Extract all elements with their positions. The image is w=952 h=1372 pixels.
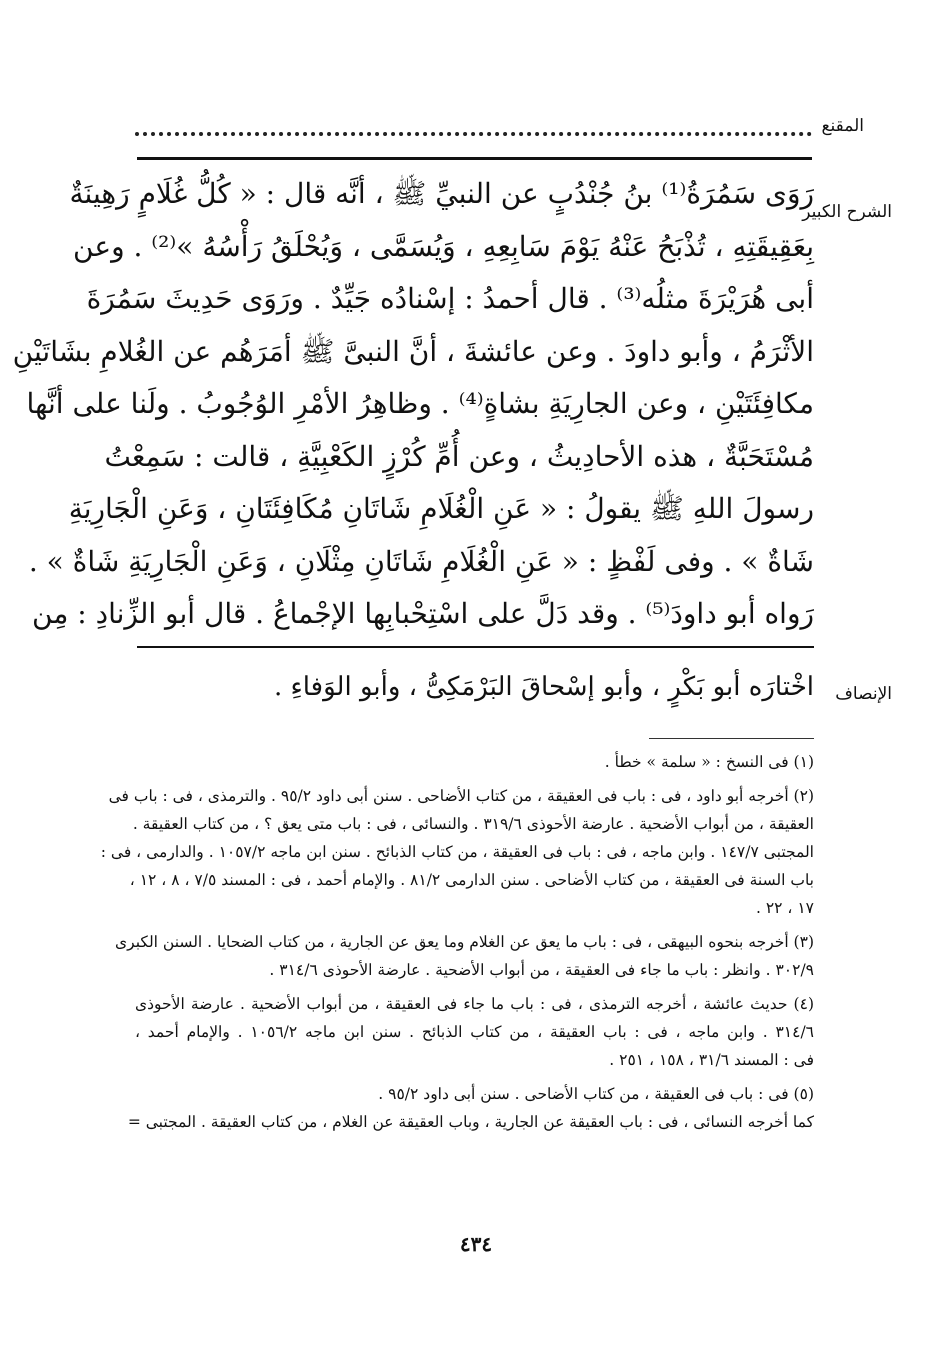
footnote-2: [100, 782, 814, 922]
insaf-text: اخْتارَه أبو بَكْرٍ ، وأبو إسْحاقَ البَرْمَكِىُّ ، وأبو الوَفاءِ .: [274, 672, 814, 702]
footnote-line: باب السنة فى العقيقة ، من كتاب الأضاحى . سنن الدارمى ٨١/٢ . والإمام أحمد ، فى : المسند ٧/٥ ، ٨ ، ١٢ ،: [129, 871, 814, 889]
footnote-line: (٥) فى : باب فى العقيقة ، من كتاب الأضاحى . سنن أبى داود ٩٥/٢ .: [378, 1085, 814, 1103]
main-line: بِعَقِيقَتِهِ ، تُذْبَحُ عَنْهُ يَوْمَ سَابِعِهِ ، وَيُسَمَّى ، وَيُحْلَقُ رَأْسُهُ »⁽²⁾ . وعن: [73, 229, 814, 263]
footnote-line: (١) فى النسخ : « سلمة » خطأ .: [604, 753, 814, 771]
header-rule: [137, 157, 812, 160]
footnote-3: [115, 928, 814, 984]
book-title: المقنع: [821, 116, 864, 136]
main-line: رَوَى سَمُرَةُ⁽¹⁾ بنُ جُنْدُبٍ عن النبيِّ ﷺ ، أنَّه قال : « كُلُّ غُلَامٍ رَهِينَةٌ: [69, 177, 814, 210]
footnote-line: فى : المسند ٣١/٦ ، ١٥٨ ، ٢٥١ .: [609, 1051, 814, 1069]
footnote-line: ٣١٤/٦ . وابن ماجه ، فى : باب العقيقة ، من كتاب الذبائح . سنن ابن ماجه ١٠٥٦/٢ . والإمام أحمد ،: [135, 1023, 814, 1041]
footnote-line: (٤) حديث عائشة ، أخرجه الترمذى ، فى : باب ما جاء فى العقيقة ، من أبواب الأضحية . عارضة الأحوذى: [135, 995, 814, 1013]
footnote-rule: [649, 738, 814, 739]
footnotes: [100, 748, 814, 1142]
footnote-4: [135, 990, 814, 1074]
insaf-label: الإنصاف: [835, 684, 892, 704]
page-number: ٤٣٤: [459, 1232, 493, 1256]
main-line: رسولَ اللهِ ﷺ يقولُ : « عَنِ الْغُلَامِ شَاتَانِ مُكَافِئَتَانِ ، وَعَنِ الْجَارِيَةِ: [68, 492, 814, 525]
main-line: شَاةٌ » . وفى لَفْظٍ : « عَنِ الْغُلَامِ شَاتَانِ مِثْلَانِ ، وَعَنِ الْجَارِيَةِ شَاةٌ » .: [28, 544, 814, 578]
footnote-5: [127, 1080, 814, 1136]
sharh-label: الشرح الكبير: [802, 202, 892, 222]
footnote-1: [135, 748, 814, 776]
footnote-line: (٢) أخرجه أبو داود ، فى : باب فى العقيقة ، من كتاب الأضاحى . سنن أبى داود ٩٥/٢ . والترمذى ، فى : باب فى: [108, 787, 814, 805]
main-line: الأثْرَمُ ، وأبو داودَ . وعن عائشةَ ، أنَّ النبىَّ ﷺ أمَرَهُم عن الغُلامِ بشَاتَيْنِ: [12, 334, 814, 368]
footnote-line: المجتبى ١٤٧/٧ . وابن ماجه ، فى : باب فى العقيقة ، من كتاب الذبائح . سنن ابن ماجه ١٠٥٧/٢ . والدارمى ، فى :: [100, 843, 814, 861]
section-rule: [137, 646, 814, 648]
main-line: رَواه أبو داودَ⁽⁵⁾ . وقد دَلَّ على اسْتِحْبابِها الإجْماعُ . قال أبو الزِّنادِ : مِن: [32, 597, 814, 630]
footnote-line: ٣٠٢/٩ . وانظر : باب ما جاء فى العقيقة ، من أبواب الأضحية . عارضة الأحوذى ٣١٤/٦ .: [269, 961, 814, 979]
main-line: أبى هُرَيْرَةَ مثلُه⁽³⁾ . قال أحمدُ : إسْنادُه جَيِّدٌ . ورَوَى حَدِيثَ سَمُرَةَ: [86, 282, 814, 315]
footnote-line: ١٧ ، ٢٢ .: [755, 899, 814, 917]
dotted-separator: [135, 112, 812, 136]
main-text-block: [12, 168, 814, 641]
main-line: مُسْتَحَبَّةٌ ، هذه الأحادِيثُ ، وعن أُمِّ كُرْزٍ الكَعْبِيَّةِ ، قالت : سَمِعْتُ: [104, 439, 814, 473]
footnote-line: (٣) أخرجه بنحوه البيهقى ، فى : باب ما يعق عن الغلام وما يعق عن الجارية ، من كتاب الضحايا . السنن الكبرى: [115, 933, 814, 951]
main-line: مكافِئَتَيْنِ ، وعن الجارِيَةِ بشاةٍ⁽⁴⁾ . وظاهِرُ الأمْرِ الوُجُوبُ . ولَنا على أنَّها: [26, 387, 814, 420]
footnote-line: العقيقة ، من أبواب الأضحية . عارضة الأحوذى ٣١٩/٦ . والنسائى ، فى : باب متى يعق ؟ ، من كتاب العقيقة .: [132, 815, 814, 833]
footnote-line: كما أخرجه النسائى ، فى : باب العقيقة عن الجارية ، وباب العقيقة عن الغلام ، من كتاب العقيقة . المجتبى =: [127, 1113, 814, 1131]
